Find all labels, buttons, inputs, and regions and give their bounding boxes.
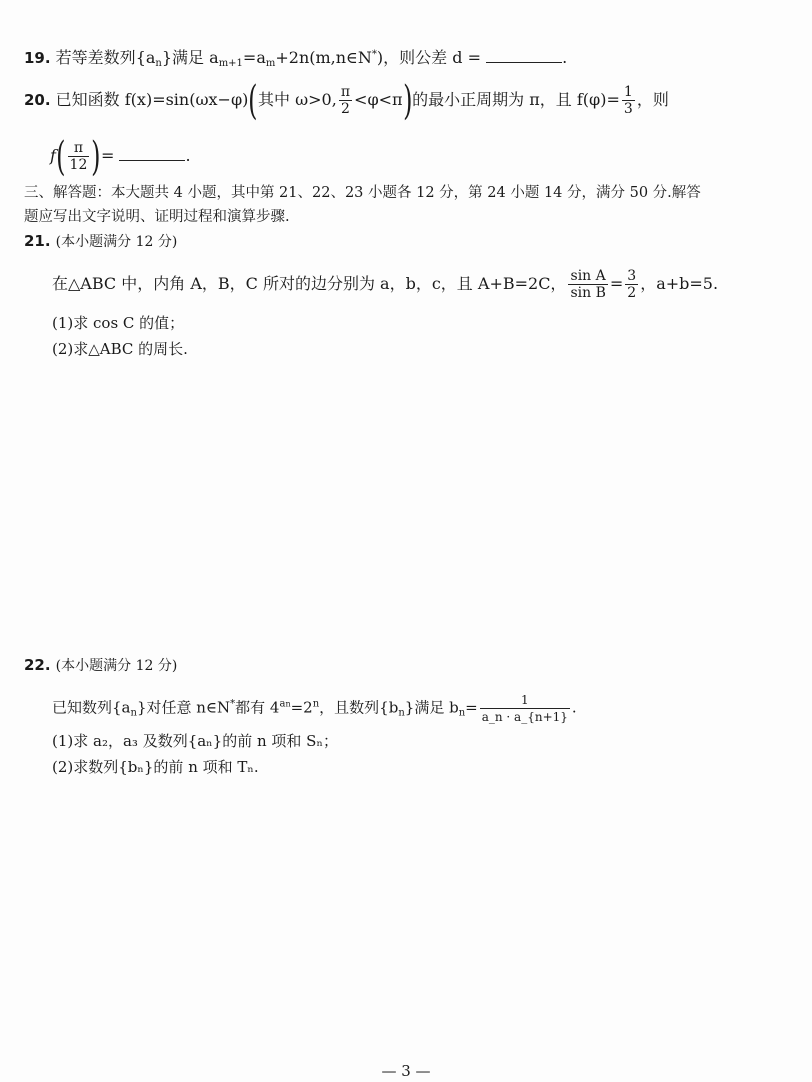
q20-end: . [185,146,191,165]
question-22-header [24,654,177,677]
q20-cond-b: <φ<π [354,90,403,109]
q21-stem-a: 在△ABC 中，内角 A，B，C 所对的边分别为 a，b，c，且 A+B=2C， [52,274,567,293]
q19-seq-sub: n [155,58,162,69]
question-22-stem [52,692,577,725]
question-number: 20. [24,91,51,109]
q19-sub2: m [265,58,276,69]
question-21-header [24,230,177,253]
q21-stem-b: ，a+b=5. [640,274,719,293]
section-3-header-line-2 [24,206,290,228]
q19-sub1: m+1 [218,58,243,69]
q22-stem-g: = [465,698,478,717]
q22-stem-e: ，且数列{b [319,698,399,717]
q20-text-c: ，则 [636,90,669,109]
section-3-header [24,182,701,204]
question-20-line-2 [50,133,191,180]
q22-stem-c: 都有 4 [235,698,280,717]
q20-eq: = [100,146,115,165]
score-note: (本小题满分 12 分) [55,658,178,674]
q22-sub2: n [398,707,405,719]
fraction: $\frac{\pi}{2}$ [340,84,351,117]
question-22-part-1 [52,730,338,752]
question-21-stem [52,268,718,301]
q20-text-a: 已知函数 f(x)=sin(ωx−φ) [55,90,249,109]
left-paren: ( [56,133,66,180]
q22-exp-sub: n [285,699,291,709]
score-note: (本小题满分 12 分) [55,234,178,250]
q19-end: . [562,48,568,67]
q22-sub3: n [458,707,466,719]
left-paren: ( [248,77,258,124]
q22-exp: a [279,698,286,710]
q22-stem-b: }对任意 n∈N [136,698,231,717]
part-2-text: (2)求数列{bₙ}的前 n 项和 Tₙ. [52,758,259,776]
fraction: $\frac{3}{2}$ [627,268,637,301]
part-1-text: (1)求 a₂，a₃ 及数列{aₙ}的前 n 项和 Sₙ； [52,732,338,750]
q22-stem-d: =2 [290,698,313,717]
page-number: — 3 — [381,1062,431,1080]
fraction: $\frac{\text{sin A}}{\text{sin B}}$ [570,268,606,301]
fraction: $\frac{1}{3}$ [623,84,633,117]
question-21-part-1 [52,312,184,334]
right-paren: ) [91,133,101,180]
q19-text-b: 满足 a [172,48,219,67]
section-3-line-2: 题应写出文字说明、证明过程和演算步骤. [24,209,290,225]
q19-text-c: =a [242,48,266,67]
q22-sub: n [130,707,137,719]
question-19 [24,44,567,75]
q19-seq-close: } [161,48,173,67]
question-21-part-2 [52,338,188,360]
q19-seq: {a [135,48,156,67]
question-20 [24,77,669,124]
question-number: 19. [24,49,51,67]
q21-eq: = [609,274,624,293]
q20-f: f [50,146,56,165]
q22-stem-a: 已知数列{a [52,698,131,717]
q20-text-b: 的最小正周期为 π，且 f(φ)= [412,90,620,109]
question-number: 21. [24,232,51,250]
q22-exp2: n [312,698,320,710]
part-1-text: (1)求 cos C 的值； [52,314,185,332]
q22-end: . [571,698,577,717]
right-paren: ) [402,77,413,124]
q22-star: * [230,698,236,710]
answer-blank[interactable] [119,146,185,161]
q19-text-e: )，则公差 d = [376,48,481,67]
q19-text-d: +2n(m,n∈N [275,48,372,67]
q19-star: * [371,49,377,60]
fraction: $\frac{1}{a\_n \cdot a\_\{n+1\}}$ [481,693,568,724]
answer-blank[interactable] [486,48,562,63]
q19-text-a: 若等差数列 [55,48,136,67]
q20-cond-a: 其中 ω>0, [258,90,337,109]
section-3-line-1: 三、解答题：本大题共 4 小题，其中第 21、22、23 小题各 12 分，第 24 小题 14 分，满分 50 分.解答 [24,185,701,201]
fraction: $\frac{\pi}{12}$ [69,140,88,173]
question-number: 22. [24,656,51,674]
part-2-text: (2)求△ABC 的周长. [52,340,188,358]
question-22-part-2 [52,756,259,778]
q22-stem-f: }满足 b [404,698,459,717]
